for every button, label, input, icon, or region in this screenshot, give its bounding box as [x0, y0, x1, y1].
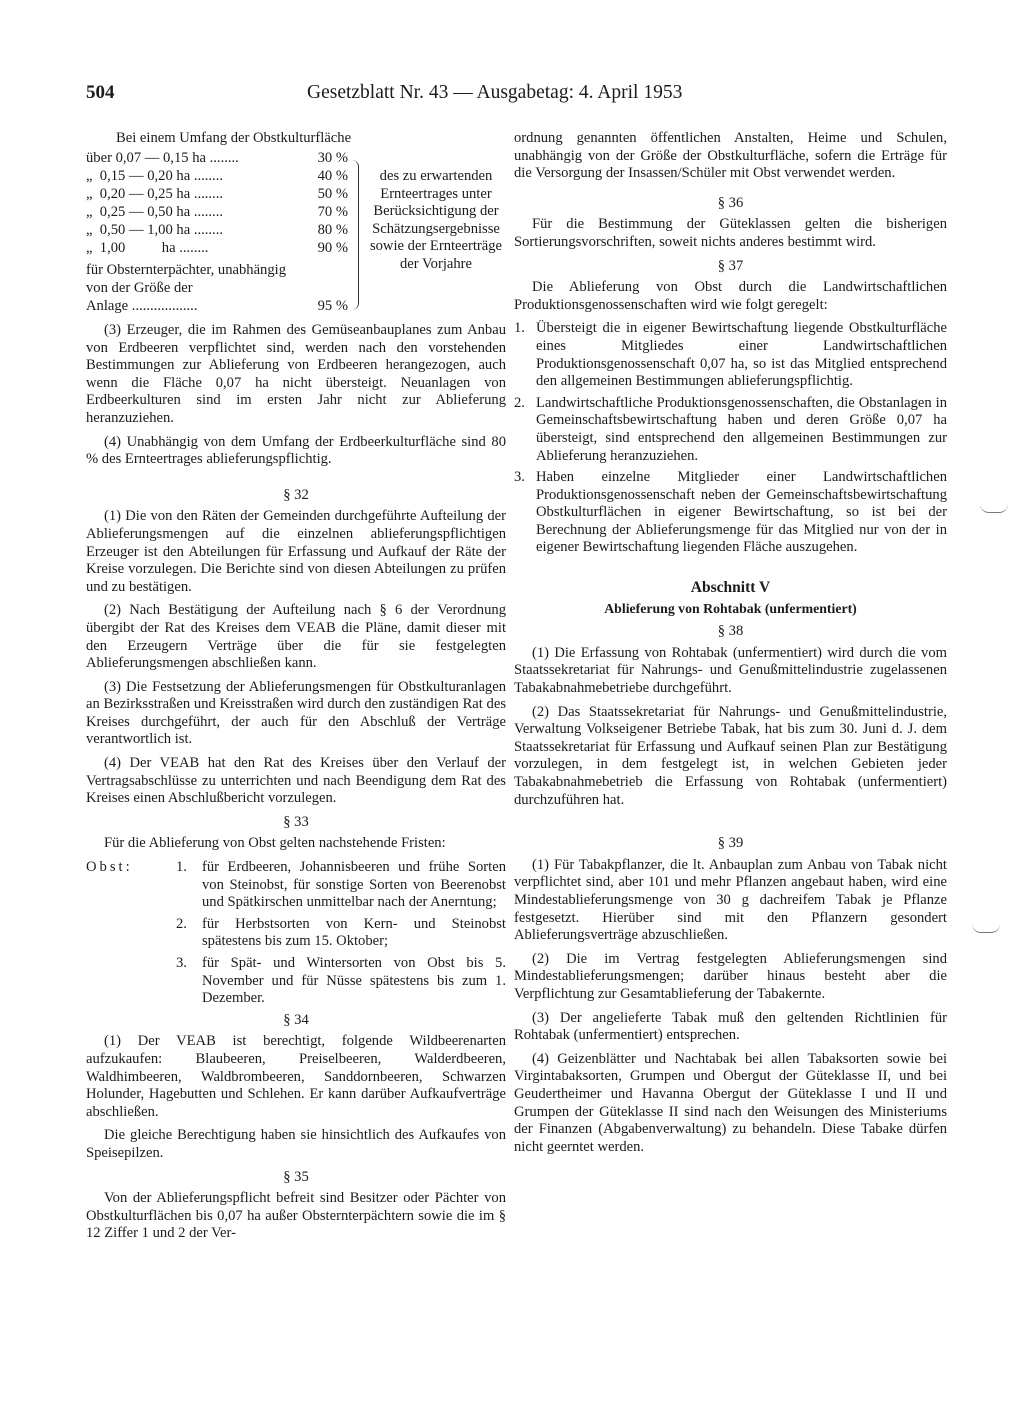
margin-mark	[972, 924, 1000, 933]
section-heading: § 39	[717, 835, 744, 852]
section-heading: § 36	[717, 194, 744, 211]
obst-deadlines	[86, 859, 506, 1008]
section-heading: § 33	[283, 813, 309, 830]
rate-percent: 80 %	[317, 222, 348, 238]
list-text: für Herbstsorten von Kern- und Steinobst spätestens bis zum 15. Oktober;	[202, 915, 506, 950]
paragraph: (4) Der VEAB hat den Rat des Kreises über den Verlauf der Vertragsabschlüsse zu unterrichten und nach Beendigung dem Rat des Kreises einen Abschlußbericht vorzulegen.	[86, 755, 506, 807]
paragraph: (1) Für Tabakpflanzer, die lt. Anbauplan zum Anbau von Tabak nicht verpflichtet sind, aber 101 und mehr Pflanzen angebaut haben, wird eine Mindestablieferungsmenge von 30 g dachreifem Tabak je Pflanze festgesetzt. Hierüber sind mit den Pflanzern gesondert Ablieferungsverträge abzuschließen.	[514, 856, 947, 944]
paragraph: Die gleiche Berechtigung haben sie hinsichtlich des Aufkaufes von Speisepilzen.	[86, 1127, 506, 1161]
rate-label: „ 0,15 — 0,20 ha ........	[86, 168, 224, 184]
right-column	[514, 130, 947, 1162]
list-text: Übersteigt die in eigener Bewirtschaftung liegende Obstkulturfläche eines Mitgliedes einer Landwirtschaftlichen Produktionsgenossenschaft 0,07 ha, so ist das Mitglied entsprechend den allgemeinen Bestimmungen ablieferungspflichtig.	[536, 320, 947, 390]
rate-percent: 90 %	[317, 240, 348, 256]
section-heading: § 38	[717, 623, 744, 640]
rate-row	[86, 186, 348, 204]
chapter-subheading: Ablieferung von Rohtabak (unfermentiert)	[604, 600, 857, 616]
rate-label: über 0,07 — 0,15 ha ........	[86, 150, 239, 166]
rate-row	[86, 150, 348, 168]
rate-label: „ 0,25 — 0,50 ha ........	[86, 204, 224, 220]
list-item	[176, 859, 506, 912]
list-text: Haben einzelne Mitglieder einer Landwirtschaftlichen Produktionsgenossenschaft neben der Gemeinschaftsbewirtschaftung Obstkulturflächen in eigener Bewirtschaftung, so ist bei der Berechnung der Ablieferungsmenge für das Mitglied nur von der in eigener Bewirtschaftung liegenden Fläche auszugehen.	[536, 469, 947, 556]
rate-label: „ 0,50 — 1,00 ha ........	[86, 222, 224, 238]
margin-mark	[980, 504, 1008, 513]
section-heading: § 35	[283, 1168, 309, 1185]
paragraph: (3) Die Festsetzung der Ablieferungsmengen für Obstkulturanlagen an Bezirksstraßen und Kreisstraßen wird durch den zuständigen Rat des Kreises durchgeführt, der auch für den Abschluß der Verträge verantwortlich ist.	[86, 678, 506, 748]
brace-note: des zu erwartenden Ernteertrages unter Berücksichtigung der Schätzungsergebnisse sowie der Ernteerträge der Vorjahre	[369, 168, 503, 272]
left-column	[86, 130, 506, 1249]
paragraph: (1) Die von den Räten der Gemeinden durchgeführte Aufteilung der Ablieferungsmengen auf die einzelnen ablieferungspflichtigen Erzeuger ist den Abteilungen für Erfassung und Aufkauf der Räte der Kreise vorzulegen. Die Berichte sind von diesen Abteilungen zu prüfen und zu bestätigen.	[86, 508, 506, 595]
rate-row	[86, 222, 348, 240]
list-number: 3.	[176, 955, 187, 971]
paragraph: (4) Geizenblätter und Nachtabak bei allen Tabaksorten sowie bei Virgintabaksorten, Grumpen und Obergut der Güteklasse II, und bei Geudertheimer und Havanna Obergut der Güteklasse I und II und Grumpen der Güteklasse II sind nach den Weisungen des Ministeriums der Finanzen (Abgabenverwaltung) zu behandeln. Diese Tabake dürfen nicht geerntet werden.	[514, 1050, 947, 1155]
rate-percent: 30 %	[317, 150, 348, 166]
rate-row-final	[86, 298, 348, 316]
page-title: Gesetzblatt Nr. 43 — Ausgabetag: 4. April 1953	[307, 82, 683, 103]
rate-percent: 70 %	[317, 204, 348, 220]
page-header	[86, 84, 736, 110]
paragraph: (2) Die im Vertrag festgelegten Ablieferungsmengen sind Mindestablieferungsmengen; darüber hinaus besteht aber die Verpflichtung zur Gesamtablieferung der Tabakernte.	[514, 950, 947, 1002]
list-number: 1.	[176, 859, 187, 876]
paragraph: Für die Bestimmung der Güteklassen gelten die bisherigen Sortierungsvorschriften, soweit nichts anderes bestimmt wird.	[514, 216, 947, 250]
rate-label: Anlage ..................	[86, 298, 198, 314]
rate-row	[86, 168, 348, 186]
paragraph: Die Ablieferung von Obst durch die Landwirtschaftlichen Produktionsgenossenschaften wird wie folgt geregelt:	[514, 279, 947, 313]
section-heading: § 32	[283, 486, 309, 503]
list-text: für Erdbeeren, Johannisbeeren und frühe Sorten von Steinobst, für sonstige Sorten von Beerenobst und Spätkirschen unmittelbar nach der Anerntung;	[202, 859, 506, 911]
obst-label: Obst:	[86, 859, 133, 876]
list-item	[514, 469, 947, 557]
list-item	[176, 916, 506, 951]
brace	[352, 160, 359, 310]
paragraph: (1) Der VEAB ist berechtigt, folgende Wildbeerenarten aufzukaufen: Blaubeeren, Preiselbeeren, Walderdbeeren, Waldhimbeeren, Waldbrombeeren, Sanddornbeeren, Schwarzen Holunder, Hagebutten und Schlehen. Er kann darüber Aufkaufverträge abschließen.	[86, 1033, 506, 1120]
paragraph: (2) Nach Bestätigung der Aufteilung nach § 6 der Verordnung übergibt der Rat des Kreises dem VEAB die Pläne, damit dieser mit den Erzeugern Verträge über die für sie festgelegten Ablieferungsmengen abschließen kann.	[86, 602, 506, 672]
list-text: Landwirtschaftliche Produktionsgenossenschaften, die Obstanlagen in Gemeinschaftsbewirtschaftung haben und deren Größe 0,07 ha übersteigt, sind entsprechend den allgemeinen Bestimmungen zur Ablieferung heranzuziehen.	[536, 394, 947, 464]
paragraph: (3) Der angelieferte Tabak muß den geltenden Richtlinien für Rohtabak (unfermentiert) entsprechen.	[514, 1009, 947, 1044]
paragraph: (3) Erzeuger, die im Rahmen des Gemüseanbauplanes zum Anbau von Erdbeeren verpflichtet sind, werden nach den vorstehenden Bestimmungen zur Ablieferung von Erdbeeren herangezogen, auch wenn die Fläche 0,07 ha nicht übersteigt. Neuanlagen von Erdbeerkulturen sind im ersten Jahr nicht zur Ablieferung heranzuziehen.	[86, 322, 506, 426]
rate-percent: 50 %	[317, 186, 348, 202]
rates-table	[86, 130, 506, 318]
list-number: 2.	[176, 915, 187, 932]
list-text: für Spät- und Wintersorten von Obst bis 5. November und für Nüsse spätestens bis zum 1. Dezember.	[202, 955, 506, 1007]
list-item	[514, 320, 947, 390]
rates-tenant-note: für Obsternterpächter, unabhängig von der Größe der	[86, 262, 287, 296]
list-number: 2.	[514, 394, 525, 411]
obst-list	[176, 859, 506, 1008]
list-item	[514, 395, 947, 465]
rate-label: „ 1,00 ha ........	[86, 240, 209, 256]
list-item	[176, 955, 506, 1008]
list-number: 3.	[514, 469, 525, 486]
page-number: 504	[86, 82, 115, 103]
rate-percent: 40 %	[317, 168, 348, 184]
paragraph: ordnung genannten öffentlichen Anstalten, Heime und Schulen, unabhängig von der Größe der Obstkulturfläche, sofern die Erträge für die Versorgung der Insassen/Schüler mit Obst verwendet werden.	[514, 130, 947, 182]
chapter-heading: Abschnitt V	[690, 579, 771, 597]
rate-label: „ 0,20 — 0,25 ha ........	[86, 186, 224, 202]
paragraph: Für die Ablieferung von Obst gelten nachstehende Fristen:	[104, 835, 446, 852]
rate-row	[86, 204, 348, 222]
section-heading: § 37	[717, 257, 744, 274]
section-heading: § 34	[283, 1011, 309, 1028]
paragraph: Von der Ablieferungspflicht befreit sind Besitzer oder Pächter von Obstkulturflächen bis 0,07 ha außer Obsternterpächtern sowie die im § 12 Ziffer 1 und 2 der Ver-	[86, 1190, 506, 1242]
paragraph: (2) Das Staatssekretariat für Nahrungs- und Genußmittelindustrie, Verwaltung Volkseigener Betriebe Tabak, hat bis zum 30. Juni d. J. dem Staatssekretariat für Erfassung und Aufkauf seinen Plan zur Bestätigung vorzulegen, in dem festgelegt ist, in welchen Gebieten jeder Tabakabnahmebetrieb die Erfassung von Rohtabak (unfermentiert) durchzuführen hat.	[514, 703, 947, 808]
rates-intro: Bei einem Umfang der Obstkulturfläche	[116, 130, 352, 146]
rate-row	[86, 240, 348, 258]
paragraph: (4) Unabhängig von dem Umfang der Erdbeerkulturfläche sind 80 % des Ernteertrages ablieferungspflichtig.	[86, 433, 506, 468]
rate-percent: 95 %	[317, 298, 348, 314]
list-number: 1.	[514, 320, 525, 337]
paragraph: (1) Die Erfassung von Rohtabak (unfermentiert) wird durch die vom Staatssekretariat für Nahrungs- und Genußmittelindustrie zugelassenen Tabakabnahmebetriebe durchgeführt.	[514, 644, 947, 697]
